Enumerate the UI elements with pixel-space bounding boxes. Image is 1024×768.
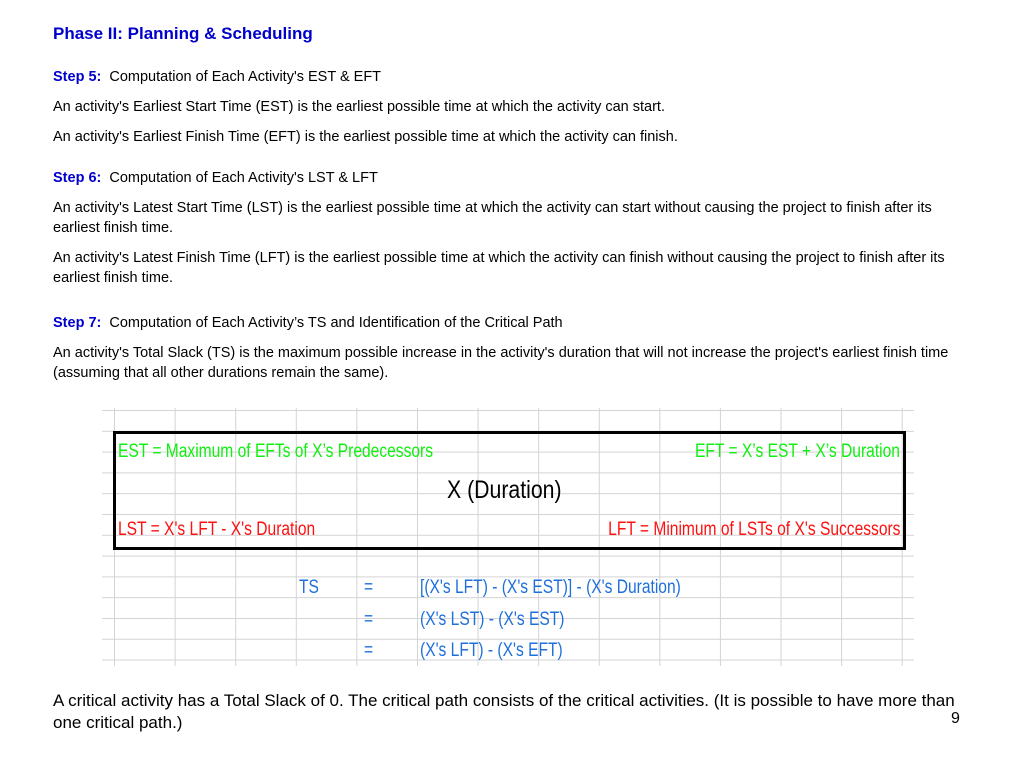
- step-paragraph: An activity's Total Slack (TS) is the maximum possible increase in the activity's duration that will not increase the project's earliest finish time (assuming that all other durations remain the same).: [53, 345, 949, 381]
- step-heading-text: Computation of Each Activity’s TS and Identification of the Critical Path: [109, 315, 563, 331]
- step-label: Step 5:: [53, 69, 102, 85]
- activity-duration-label: X (Duration): [447, 476, 562, 504]
- slide-title: Phase II: Planning & Scheduling: [53, 24, 313, 43]
- critical-path-note: A critical activity has a Total Slack of 0. The critical path consists of the critical activities. (It is possible to have more than one critical path.): [53, 691, 955, 732]
- lft-formula: LFT = Minimum of LSTs of X's Successors: [607, 519, 900, 540]
- step-heading-text: Computation of Each Activity's LST & LFT: [109, 170, 378, 186]
- equals-sign: =: [364, 577, 374, 598]
- est-formula: EST = Maximum of EFTs of X’s Predecessors: [118, 441, 434, 462]
- step-paragraph: An activity's Latest Finish Time (LFT) is the earliest possible time at which the activity can finish without causing the project to finish after its earliest finish time.: [53, 250, 945, 286]
- ts-formula: [(X's LFT) - (X's EST)] - (X's Duration): [420, 577, 681, 598]
- step-label: Step 6:: [53, 170, 102, 186]
- step-6-section: [53, 168, 968, 288]
- ts-label: TS: [299, 577, 319, 598]
- step-heading: [53, 313, 968, 333]
- step-heading: [53, 67, 968, 87]
- ts-formula: (X's LST) - (X's EST): [420, 609, 565, 630]
- step-5-section: [53, 67, 968, 147]
- step-paragraph: An activity's Earliest Start Time (EST) is the earliest possible time at which the activity can start.: [53, 99, 665, 115]
- step-7-section: [53, 313, 968, 383]
- page-number: 9: [951, 710, 960, 727]
- step-heading-text: Computation of Each Activity's EST & EFT: [109, 69, 382, 85]
- lst-formula: LST = X's LFT - X's Duration: [118, 519, 316, 540]
- eft-formula: EFT = X’s EST + X’s Duration: [695, 441, 900, 462]
- equals-sign: =: [364, 640, 374, 661]
- step-heading: [53, 168, 968, 188]
- equals-sign: =: [364, 609, 374, 630]
- step-label: Step 7:: [53, 315, 102, 331]
- step-paragraph: An activity's Latest Start Time (LST) is the earliest possible time at which the activity can start without causing the project to finish after its earliest finish time.: [53, 200, 932, 236]
- step-paragraph: An activity's Earliest Finish Time (EFT) is the earliest possible time at which the activity can finish.: [53, 129, 678, 145]
- ts-formula: (X's LFT) - (X's EFT): [420, 640, 563, 661]
